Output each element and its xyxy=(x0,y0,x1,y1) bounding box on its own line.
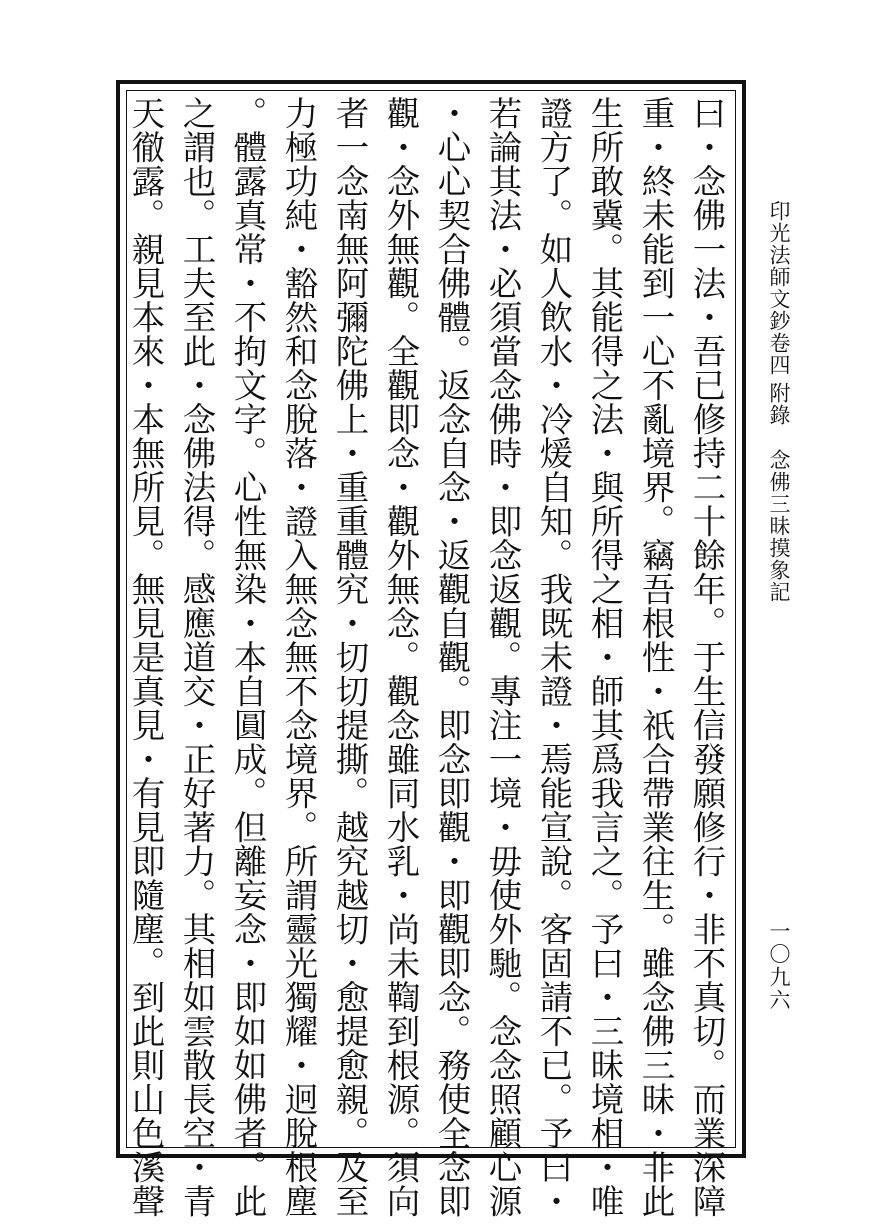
page-number: 一〇九六 xyxy=(767,920,791,1012)
chapter-title: 念佛三昧摸象記 xyxy=(767,449,791,603)
book-title: 印光法師文鈔卷四 xyxy=(767,200,791,376)
section-label: 附錄 xyxy=(767,382,791,426)
main-text: 曰・念佛一法・吾已修持二十餘年。于生信發願修行・非不真切。而業深障 重・終未能到一心不亂境界。竊吾根性・祇合帶業往生。雖念佛三昧・非此 生所敢冀。其能得之法・與所得之相・師其爲我言之。予曰・三昧境相・唯 證方了。如人飲水・冷煖自知。我既未證・焉能宣說。客固請不已。予曰・ 若論其法・必須當念佛時・即念返觀。專注一境・毋使外馳。念念照顧心源 ・心心契合佛體。返念自念・返觀自觀。即念即觀・即觀即念。務使全念即 觀・念外無觀。全觀即念・觀外無念。觀念雖同水乳・尚未鞫到根源。須向 者一念南無阿彌陀佛上・重重體究・切切提撕。越究越切・愈提愈親。及至 力極功純・豁然和念脫落・證入無念無不念境界。所謂靈光獨耀・迥脫根塵 。體露真常・不拘文字。心性無染・本自圓成。但離妄念・即如如佛者。此 之謂也。工夫至此・念佛法得。感應道交・正好著力。其相如雲散長空・青 天徹露。親見本來・本無所見。無見是真見・有見即隨塵。到此則山色溪聲 xyxy=(126,96,726,1218)
running-head xyxy=(752,200,800,1100)
